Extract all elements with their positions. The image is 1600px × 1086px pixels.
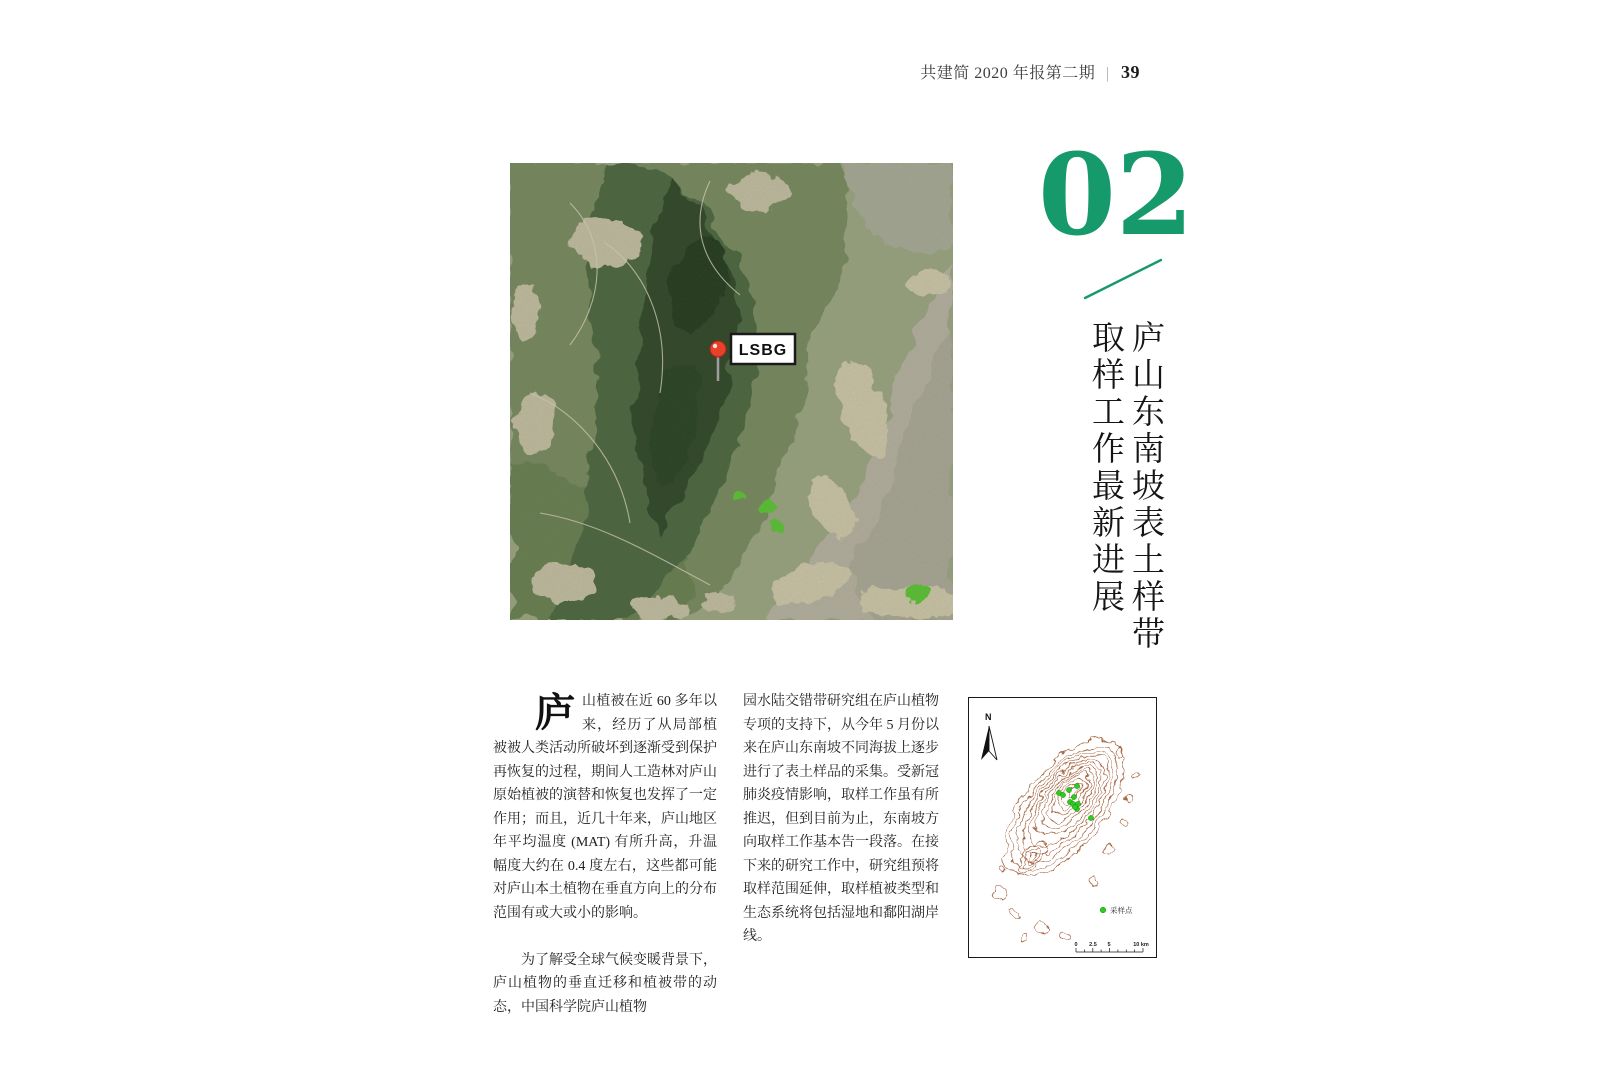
map-legend (1100, 905, 1133, 915)
paragraph-1 (493, 690, 717, 925)
svg-text:LSBG: LSBG (738, 342, 788, 359)
scale-bar (1074, 942, 1148, 952)
drop-cap: 庐 (535, 690, 575, 735)
satellite-image (510, 163, 953, 620)
north-label: N (985, 712, 992, 722)
satellite-terrain (510, 163, 953, 620)
paragraph-2: 为了解受全球气候变暖背景下，庐山植物的垂直迁移和植被带的动态，中国科学院庐山植物 (493, 952, 717, 1015)
article-column-2 (743, 690, 939, 949)
section-slash-icon (1081, 256, 1165, 302)
section-title-line-2: 取样工作最新进展 (1088, 320, 1125, 616)
map-pin-label (731, 334, 795, 364)
article-column-1 (493, 690, 717, 1019)
legend-label: 采样点 (1110, 906, 1133, 915)
section-number: 02 (1038, 130, 1194, 261)
paragraph-3: 园水陆交错带研究组在庐山植物专项的支持下，从今年 5 月份以来在庐山东南坡不同海拔上逐步进行了表土样品的采集。受新冠肺炎疫情影响，取样工作虽有所推迟，但到目前为止，东南坡方向取样工作基本告一段落。在接下来的研究工作中，研究组预将取样范围延伸，取样植被类型和生态系统将包括湿地和鄱阳湖岸线。 (743, 694, 939, 944)
header-divider: | (1107, 65, 1110, 82)
north-arrow-icon (981, 712, 997, 760)
paragraph-1-text: 山植被在近 60 多年以来，经历了从局部植被被人类活动所破坏到逐渐受到保护再恢复的过程，期间人工造林对庐山原始植被的演替和恢复也发挥了一定作用；而且，近几十年来，庐山地区年平均温度 (MAT) 有所升高，升温幅度大约在 0.4 度左右，这些都可能对庐山本土植物在垂直方向上的分布范围有或大或小的影响。 (493, 694, 717, 921)
satellite-map-figure (510, 163, 953, 620)
scale-label-2-5: 2.5 (1089, 942, 1097, 948)
scale-label-0: 0 (1074, 942, 1078, 948)
scale-label-5: 5 (1107, 942, 1111, 948)
page-number: 39 (1121, 62, 1140, 82)
scale-label-10km: 10 km (1133, 942, 1149, 948)
page-header (790, 60, 1140, 83)
legend-dot-icon (1100, 907, 1106, 913)
section-title-line-1: 庐山东南坡表土样带 (1128, 320, 1165, 653)
contour-map-figure (968, 697, 1157, 958)
journal-title: 共建简 2020 年报第二期 (920, 65, 1096, 82)
